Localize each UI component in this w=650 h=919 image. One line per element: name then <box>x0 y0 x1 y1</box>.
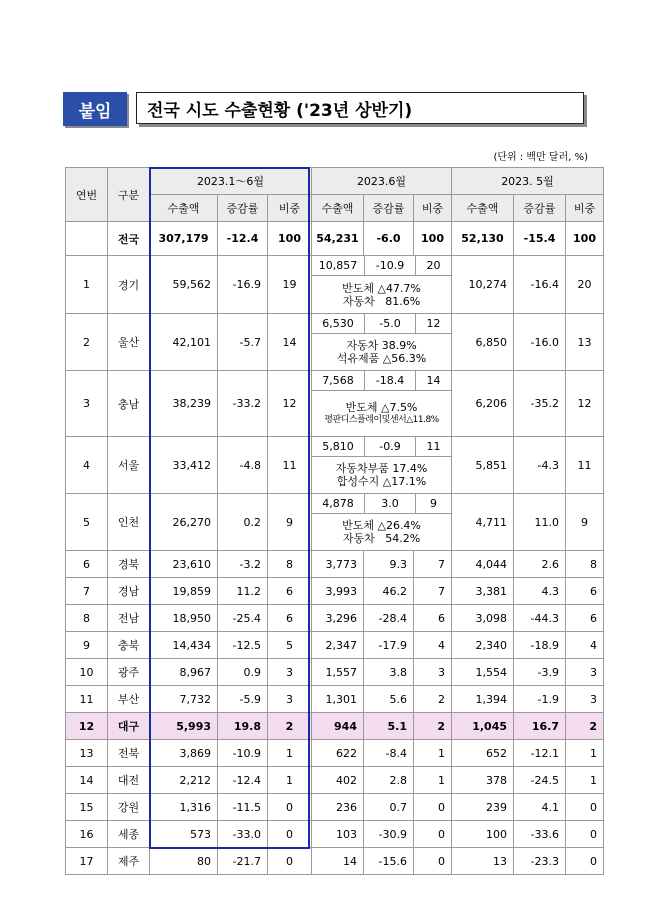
cell: -5.9 <box>218 686 268 713</box>
region-cell: 세종 <box>108 821 150 848</box>
region-cell: 충북 <box>108 632 150 659</box>
cell: 2.6 <box>514 551 566 578</box>
rank-cell: 3 <box>66 371 108 437</box>
june-detail-cell <box>312 371 452 437</box>
cell: -12.4 <box>218 222 268 256</box>
cell: -12.1 <box>514 740 566 767</box>
item-note: 평판디스플레이및센서△11.8% <box>324 414 439 425</box>
cell: 0 <box>414 821 452 848</box>
cell: 9 <box>430 497 437 510</box>
cell: -30.9 <box>364 821 414 848</box>
cell: 5,851 <box>452 437 514 494</box>
cell: 14 <box>268 314 312 371</box>
table-row <box>66 371 604 437</box>
cell: 2,340 <box>452 632 514 659</box>
cell: 0 <box>566 848 604 875</box>
rank-cell: 9 <box>66 632 108 659</box>
cell: -35.2 <box>514 371 566 437</box>
cell: 573 <box>150 821 218 848</box>
cell: -3.9 <box>514 659 566 686</box>
cell: 5.1 <box>364 713 414 740</box>
cell: 652 <box>452 740 514 767</box>
cell: 7 <box>414 578 452 605</box>
cell: 1,557 <box>312 659 364 686</box>
cell: 2,212 <box>150 767 218 794</box>
cell: 20 <box>426 259 441 272</box>
cell: 14 <box>312 848 364 875</box>
cell: -15.4 <box>514 222 566 256</box>
header-share: 비중 <box>414 195 452 222</box>
cell: 14,434 <box>150 632 218 659</box>
cell: 3.8 <box>364 659 414 686</box>
rank-cell: 10 <box>66 659 108 686</box>
table-row <box>66 551 604 578</box>
cell: -11.5 <box>218 794 268 821</box>
cell: -3.2 <box>218 551 268 578</box>
cell: 19 <box>268 256 312 314</box>
table-row <box>66 848 604 875</box>
header-share: 비중 <box>268 195 312 222</box>
cell: 1 <box>414 767 452 794</box>
header-growth: 증감률 <box>514 195 566 222</box>
cell: 14 <box>426 374 441 387</box>
cell: 5 <box>268 632 312 659</box>
cell: 6 <box>566 578 604 605</box>
cell: 6,206 <box>452 371 514 437</box>
header-rank: 연번 <box>66 168 108 222</box>
rank-cell: 5 <box>66 494 108 551</box>
cell: 8 <box>566 551 604 578</box>
attachment-tag: 붙임 <box>63 92 127 126</box>
table-row <box>66 713 604 740</box>
cell: 3,773 <box>312 551 364 578</box>
cell: -17.9 <box>364 632 414 659</box>
cell: -10.9 <box>365 256 416 275</box>
cell: 239 <box>452 794 514 821</box>
cell: -28.4 <box>364 605 414 632</box>
region-cell: 경기 <box>108 256 150 314</box>
cell: 4,044 <box>452 551 514 578</box>
cell: 9.3 <box>364 551 414 578</box>
rank-cell: 14 <box>66 767 108 794</box>
cell: -33.2 <box>218 371 268 437</box>
header-growth: 증감률 <box>218 195 268 222</box>
cell: 307,179 <box>150 222 218 256</box>
cell: -0.9 <box>365 437 416 456</box>
cell: -23.3 <box>514 848 566 875</box>
cell: -8.4 <box>364 740 414 767</box>
cell: 4,711 <box>452 494 514 551</box>
june-detail-cell <box>312 314 452 371</box>
cell: -21.7 <box>218 848 268 875</box>
cell: 6 <box>268 578 312 605</box>
region-cell: 경남 <box>108 578 150 605</box>
cell: 5.6 <box>364 686 414 713</box>
table-row <box>66 821 604 848</box>
cell: 1 <box>268 740 312 767</box>
cell: 7,732 <box>150 686 218 713</box>
cell: 236 <box>312 794 364 821</box>
header-export: 수출액 <box>150 195 218 222</box>
cell: 59,562 <box>150 256 218 314</box>
cell: 7 <box>414 551 452 578</box>
region-cell: 전북 <box>108 740 150 767</box>
cell: 944 <box>312 713 364 740</box>
region-cell: 경북 <box>108 551 150 578</box>
rank-cell: 15 <box>66 794 108 821</box>
cell: 13 <box>566 314 604 371</box>
cell: 3 <box>268 659 312 686</box>
page-title: 전국 시도 수출현황 ('23년 상반기) <box>136 92 584 124</box>
cell: 3 <box>268 686 312 713</box>
rank-cell: 7 <box>66 578 108 605</box>
unit-note: (단위 : 백만 달러, %) <box>493 152 588 163</box>
cell: 6 <box>268 605 312 632</box>
cell: 16.7 <box>514 713 566 740</box>
cell: -4.8 <box>218 437 268 494</box>
cell: -5.0 <box>365 314 416 333</box>
cell: 1 <box>414 740 452 767</box>
header-region: 구분 <box>108 168 150 222</box>
cell: -33.0 <box>218 821 268 848</box>
document-header <box>63 92 588 130</box>
cell: -1.9 <box>514 686 566 713</box>
cell: 402 <box>312 767 364 794</box>
item-note: 자동차 54.2% <box>342 532 421 545</box>
cell: 0.9 <box>218 659 268 686</box>
header-export: 수출액 <box>312 195 364 222</box>
cell: 38,239 <box>150 371 218 437</box>
cell: 54,231 <box>312 222 364 256</box>
cell: -10.9 <box>218 740 268 767</box>
cell: 7,568 <box>312 371 365 390</box>
june-detail-cell <box>312 437 452 494</box>
cell: 9 <box>268 494 312 551</box>
cell: -25.4 <box>218 605 268 632</box>
cell: 1,554 <box>452 659 514 686</box>
export-table <box>65 167 604 875</box>
region-cell: 대구 <box>108 713 150 740</box>
cell: 3 <box>566 659 604 686</box>
cell: 0.7 <box>364 794 414 821</box>
cell: -12.5 <box>218 632 268 659</box>
cell: 4,878 <box>312 494 365 513</box>
cell: 3,098 <box>452 605 514 632</box>
table-row <box>66 767 604 794</box>
cell: 100 <box>566 222 604 256</box>
cell: -18.9 <box>514 632 566 659</box>
cell: -5.7 <box>218 314 268 371</box>
cell: 0 <box>414 794 452 821</box>
cell: 46.2 <box>364 578 414 605</box>
total-row <box>66 222 604 256</box>
cell: 23,610 <box>150 551 218 578</box>
cell: -16.0 <box>514 314 566 371</box>
cell: -44.3 <box>514 605 566 632</box>
header-export: 수출액 <box>452 195 514 222</box>
header-growth: 증감률 <box>364 195 414 222</box>
cell: 19,859 <box>150 578 218 605</box>
cell: 11 <box>426 440 441 453</box>
table-row <box>66 256 604 314</box>
cell: 0 <box>268 848 312 875</box>
cell: 1 <box>566 767 604 794</box>
rank-cell: 13 <box>66 740 108 767</box>
item-note: 합성수지 △17.1% <box>336 475 427 488</box>
cell: 5,993 <box>150 713 218 740</box>
region-cell: 전남 <box>108 605 150 632</box>
rank-cell: 6 <box>66 551 108 578</box>
cell: 10,274 <box>452 256 514 314</box>
june-detail-cell <box>312 494 452 551</box>
item-note: 자동차 81.6% <box>342 294 421 308</box>
cell: 4.1 <box>514 794 566 821</box>
cell: 4 <box>566 632 604 659</box>
region-cell: 울산 <box>108 314 150 371</box>
cell: 1,301 <box>312 686 364 713</box>
cell: 26,270 <box>150 494 218 551</box>
cell: 4.3 <box>514 578 566 605</box>
cell: 52,130 <box>452 222 514 256</box>
cell: 3 <box>414 659 452 686</box>
cell: 3,993 <box>312 578 364 605</box>
table-row <box>66 314 604 371</box>
cell: 12 <box>566 371 604 437</box>
cell: 20 <box>566 256 604 314</box>
cell: 2 <box>268 713 312 740</box>
rank-cell: 1 <box>66 256 108 314</box>
june-detail-cell <box>312 256 452 314</box>
cell: -24.5 <box>514 767 566 794</box>
table-row <box>66 794 604 821</box>
cell: 3,381 <box>452 578 514 605</box>
cell: 13 <box>452 848 514 875</box>
cell: -6.0 <box>364 222 414 256</box>
cell: 18,950 <box>150 605 218 632</box>
cell: 1,045 <box>452 713 514 740</box>
item-note: 반도체 △26.4% <box>342 519 421 532</box>
cell: 4 <box>414 632 452 659</box>
cell: 100 <box>414 222 452 256</box>
rank-cell: 11 <box>66 686 108 713</box>
total-label: 전국 <box>108 222 150 256</box>
region-cell: 대전 <box>108 767 150 794</box>
item-note: 자동차부품 17.4% <box>335 462 428 475</box>
rank-cell: 8 <box>66 605 108 632</box>
cell: 6 <box>566 605 604 632</box>
cell: 1 <box>566 740 604 767</box>
cell: 3,296 <box>312 605 364 632</box>
cell: 10,857 <box>312 256 365 275</box>
cell: 0 <box>566 794 604 821</box>
cell: 2,347 <box>312 632 364 659</box>
cell: -33.6 <box>514 821 566 848</box>
region-cell: 인천 <box>108 494 150 551</box>
rank-cell: 2 <box>66 314 108 371</box>
table-row <box>66 494 604 551</box>
region-cell: 서울 <box>108 437 150 494</box>
cell: -16.9 <box>218 256 268 314</box>
cell: 80 <box>150 848 218 875</box>
cell: 42,101 <box>150 314 218 371</box>
header-share: 비중 <box>566 195 604 222</box>
region-cell: 강원 <box>108 794 150 821</box>
cell: 3,869 <box>150 740 218 767</box>
cell: 12 <box>426 317 441 330</box>
cell: 3.0 <box>365 494 416 513</box>
cell: 6,850 <box>452 314 514 371</box>
table-row <box>66 659 604 686</box>
cell: 12 <box>268 371 312 437</box>
cell: 5,810 <box>312 437 365 456</box>
item-note: 반도체 △47.7% <box>342 281 421 295</box>
cell: 2.8 <box>364 767 414 794</box>
cell: 0 <box>268 794 312 821</box>
cell: 622 <box>312 740 364 767</box>
region-cell: 충남 <box>108 371 150 437</box>
cell: -4.3 <box>514 437 566 494</box>
cell: 8 <box>268 551 312 578</box>
cell: 378 <box>452 767 514 794</box>
cell: 103 <box>312 821 364 848</box>
table-row <box>66 605 604 632</box>
cell: 11.0 <box>514 494 566 551</box>
cell: -16.4 <box>514 256 566 314</box>
cell: 100 <box>452 821 514 848</box>
cell: 6 <box>414 605 452 632</box>
cell: 0 <box>268 821 312 848</box>
cell: 1,394 <box>452 686 514 713</box>
cell: 8,967 <box>150 659 218 686</box>
header-period-1: 2023.1～6월 <box>150 168 312 195</box>
cell: 11 <box>566 437 604 494</box>
cell: 100 <box>268 222 312 256</box>
cell: -15.6 <box>364 848 414 875</box>
cell: 11 <box>268 437 312 494</box>
rank-cell: 12 <box>66 713 108 740</box>
item-note: 반도체 △7.5% <box>345 400 418 414</box>
item-note: 자동차 38.9% <box>346 339 417 352</box>
table-row <box>66 686 604 713</box>
cell: 2 <box>566 713 604 740</box>
table-row <box>66 740 604 767</box>
rank-cell: 16 <box>66 821 108 848</box>
cell: -18.4 <box>365 371 416 390</box>
cell: -12.4 <box>218 767 268 794</box>
region-cell: 부산 <box>108 686 150 713</box>
cell: 1 <box>268 767 312 794</box>
rank-cell: 17 <box>66 848 108 875</box>
table-row <box>66 578 604 605</box>
cell: 3 <box>566 686 604 713</box>
cell: 0 <box>414 848 452 875</box>
cell: 0 <box>566 821 604 848</box>
table-row <box>66 632 604 659</box>
cell: 33,412 <box>150 437 218 494</box>
cell: 9 <box>566 494 604 551</box>
cell: 19.8 <box>218 713 268 740</box>
cell: 2 <box>414 686 452 713</box>
cell: 0.2 <box>218 494 268 551</box>
cell: 1,316 <box>150 794 218 821</box>
rank-cell: 4 <box>66 437 108 494</box>
cell: 6,530 <box>312 314 365 333</box>
region-cell: 제주 <box>108 848 150 875</box>
header-period-3: 2023. 5월 <box>452 168 604 195</box>
cell: 2 <box>414 713 452 740</box>
table-row <box>66 437 604 494</box>
item-note: 석유제품 △56.3% <box>336 352 427 365</box>
region-cell: 광주 <box>108 659 150 686</box>
header-period-2: 2023.6월 <box>312 168 452 195</box>
cell: 11.2 <box>218 578 268 605</box>
